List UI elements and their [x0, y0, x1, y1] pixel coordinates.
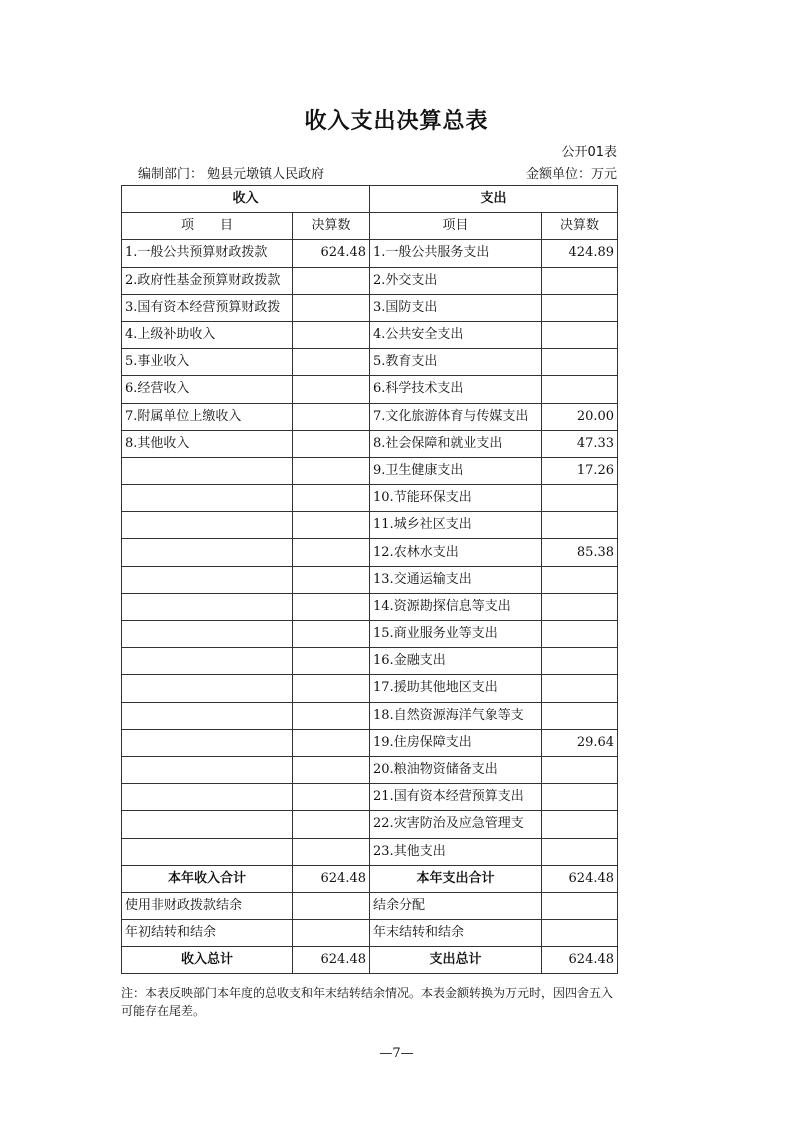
expense-amount-cell: 424.89 — [542, 240, 618, 267]
income-item-cell — [122, 838, 293, 865]
income-item-cell — [122, 729, 293, 756]
expense-amount-header: 决算数 — [542, 213, 618, 240]
table-row — [122, 593, 618, 620]
expense-amount-cell — [542, 593, 618, 620]
income-item-cell: 7.附属单位上缴收入 — [122, 403, 293, 430]
table-row — [122, 892, 618, 919]
expense-item-cell: 22.灾害防治及应急管理支 — [370, 811, 542, 838]
expense-amount-cell — [542, 675, 618, 702]
table-row — [122, 702, 618, 729]
income-item-cell: 5.事业收入 — [122, 349, 293, 376]
expense-item-cell: 结余分配 — [370, 892, 542, 919]
expense-item-cell: 20.粮油物资储备支出 — [370, 756, 542, 783]
expense-item-cell: 13.交通运输支出 — [370, 566, 542, 593]
unit-label: 金额单位：万元 — [525, 167, 617, 182]
expense-amount-cell: 47.33 — [542, 430, 618, 457]
income-amount-cell — [293, 376, 370, 403]
income-item-cell: 6.经营收入 — [122, 376, 293, 403]
expense-item-cell: 年末结转和结余 — [370, 920, 542, 947]
income-amount-cell — [293, 892, 370, 919]
income-item-cell — [122, 485, 293, 512]
income-amount-cell — [293, 566, 370, 593]
expense-amount-cell — [542, 321, 618, 348]
income-item-cell — [122, 621, 293, 648]
expense-amount-cell — [542, 267, 618, 294]
page-number: —7— — [379, 1046, 414, 1061]
table-row — [122, 403, 618, 430]
table-row — [122, 294, 618, 321]
income-year-total-label: 本年收入合计 — [122, 865, 293, 892]
table-row — [122, 539, 618, 566]
expense-amount-cell — [542, 376, 618, 403]
expense-header: 支出 — [370, 186, 618, 213]
expense-item-cell: 18.自然资源海洋气象等支 — [370, 702, 542, 729]
table-row — [122, 675, 618, 702]
income-amount-cell — [293, 920, 370, 947]
income-item-cell — [122, 811, 293, 838]
table-row — [122, 349, 618, 376]
expense-item-cell: 14.资源勘探信息等支出 — [370, 593, 542, 620]
income-item-cell — [122, 512, 293, 539]
income-item-cell — [122, 648, 293, 675]
income-amount-cell — [293, 321, 370, 348]
table-row — [122, 430, 618, 457]
expense-amount-cell — [542, 784, 618, 811]
income-amount-cell — [293, 784, 370, 811]
expense-amount-cell — [542, 648, 618, 675]
table-row — [122, 729, 618, 756]
expense-item-cell: 16.金融支出 — [370, 648, 542, 675]
income-item-cell — [122, 784, 293, 811]
table-row — [122, 920, 618, 947]
expense-amount-cell — [542, 756, 618, 783]
expense-item-cell: 5.教育支出 — [370, 349, 542, 376]
expense-item-cell: 11.城乡社区支出 — [370, 512, 542, 539]
income-amount-cell — [293, 349, 370, 376]
income-grand-total-amount: 624.48 — [293, 947, 370, 974]
expense-amount-cell — [542, 485, 618, 512]
table-row — [122, 756, 618, 783]
expense-amount-cell — [542, 892, 618, 919]
table-note: 注：本表反映部门本年度的总收支和年末结转结余情况。本表金额转换为万元时，因四舍五入可能存在尾差。 — [121, 986, 614, 1018]
expense-amount-cell — [542, 349, 618, 376]
income-year-total-amount: 624.48 — [293, 865, 370, 892]
table-row — [122, 457, 618, 484]
income-item-cell — [122, 566, 293, 593]
expense-amount-cell — [542, 566, 618, 593]
income-item-cell — [122, 675, 293, 702]
income-expense-table — [121, 185, 618, 974]
expense-item-cell: 2.外交支出 — [370, 267, 542, 294]
expense-amount-cell — [542, 512, 618, 539]
income-amount-cell — [293, 811, 370, 838]
table-row — [122, 321, 618, 348]
income-amount-cell — [293, 403, 370, 430]
income-header: 收入 — [122, 186, 370, 213]
expense-item-cell: 6.科学技术支出 — [370, 376, 542, 403]
income-item-cell — [122, 756, 293, 783]
income-item-cell: 使用非财政拨款结余 — [122, 892, 293, 919]
income-amount-cell — [293, 267, 370, 294]
income-amount-cell — [293, 702, 370, 729]
expense-amount-cell — [542, 838, 618, 865]
table-row — [122, 811, 618, 838]
expense-item-cell: 17.援助其他地区支出 — [370, 675, 542, 702]
income-amount-header: 决算数 — [293, 213, 370, 240]
income-item-header: 项 目 — [122, 213, 293, 240]
table-row — [122, 838, 618, 865]
income-item-cell — [122, 539, 293, 566]
table-row — [122, 566, 618, 593]
income-amount-cell — [293, 539, 370, 566]
table-code: 公开01表 — [561, 145, 617, 160]
table-row — [122, 784, 618, 811]
income-amount-cell — [293, 756, 370, 783]
income-amount-cell: 624.48 — [293, 240, 370, 267]
income-amount-cell — [293, 593, 370, 620]
expense-amount-cell — [542, 920, 618, 947]
expense-amount-cell — [542, 621, 618, 648]
expense-item-cell: 19.住房保障支出 — [370, 729, 542, 756]
expense-year-total-label: 本年支出合计 — [370, 865, 542, 892]
expense-amount-cell: 85.38 — [542, 539, 618, 566]
income-amount-cell — [293, 675, 370, 702]
expense-grand-total-amount: 624.48 — [542, 947, 618, 974]
expense-item-cell: 4.公共安全支出 — [370, 321, 542, 348]
income-grand-total-label: 收入总计 — [122, 947, 293, 974]
header-row-columns — [122, 213, 618, 240]
table-row — [122, 267, 618, 294]
income-item-cell: 3.国有资本经营预算财政拨 — [122, 294, 293, 321]
income-amount-cell — [293, 648, 370, 675]
income-item-cell: 4.上级补助收入 — [122, 321, 293, 348]
table-row — [122, 648, 618, 675]
expense-item-cell: 15.商业服务业等支出 — [370, 621, 542, 648]
income-item-cell — [122, 593, 293, 620]
income-amount-cell — [293, 512, 370, 539]
grand-totals-row — [122, 947, 618, 974]
income-amount-cell — [293, 294, 370, 321]
income-item-cell: 年初结转和结余 — [122, 920, 293, 947]
income-amount-cell — [293, 430, 370, 457]
expense-item-cell: 12.农林水支出 — [370, 539, 542, 566]
year-totals-row — [122, 865, 618, 892]
expense-item-cell: 1.一般公共服务支出 — [370, 240, 542, 267]
income-item-cell: 8.其他收入 — [122, 430, 293, 457]
expense-item-cell: 8.社会保障和就业支出 — [370, 430, 542, 457]
income-amount-cell — [293, 457, 370, 484]
expense-item-cell: 7.文化旅游体育与传媒支出 — [370, 403, 542, 430]
expense-year-total-amount: 624.48 — [542, 865, 618, 892]
header-row-section — [122, 186, 618, 213]
income-item-cell — [122, 702, 293, 729]
expense-item-cell: 9.卫生健康支出 — [370, 457, 542, 484]
expense-amount-cell: 20.00 — [542, 403, 618, 430]
expense-grand-total-label: 支出总计 — [370, 947, 542, 974]
income-amount-cell — [293, 485, 370, 512]
expense-item-cell: 10.节能环保支出 — [370, 485, 542, 512]
income-item-cell — [122, 457, 293, 484]
department-label: 编制部门： 勉县元墩镇人民政府 — [138, 167, 325, 182]
income-amount-cell — [293, 621, 370, 648]
table-row — [122, 621, 618, 648]
table-row — [122, 240, 618, 267]
table-row — [122, 485, 618, 512]
income-amount-cell — [293, 838, 370, 865]
expense-amount-cell: 29.64 — [542, 729, 618, 756]
expense-item-cell: 23.其他支出 — [370, 838, 542, 865]
expense-amount-cell — [542, 294, 618, 321]
expense-item-cell: 3.国防支出 — [370, 294, 542, 321]
expense-item-header: 项目 — [370, 213, 542, 240]
income-item-cell: 2.政府性基金预算财政拨款 — [122, 267, 293, 294]
document-title: 收入支出决算总表 — [304, 109, 489, 134]
expense-amount-cell — [542, 702, 618, 729]
expense-item-cell: 21.国有资本经营预算支出 — [370, 784, 542, 811]
expense-amount-cell: 17.26 — [542, 457, 618, 484]
income-item-cell: 1.一般公共预算财政拨款 — [122, 240, 293, 267]
income-amount-cell — [293, 729, 370, 756]
expense-amount-cell — [542, 811, 618, 838]
table-row — [122, 512, 618, 539]
table-row — [122, 376, 618, 403]
